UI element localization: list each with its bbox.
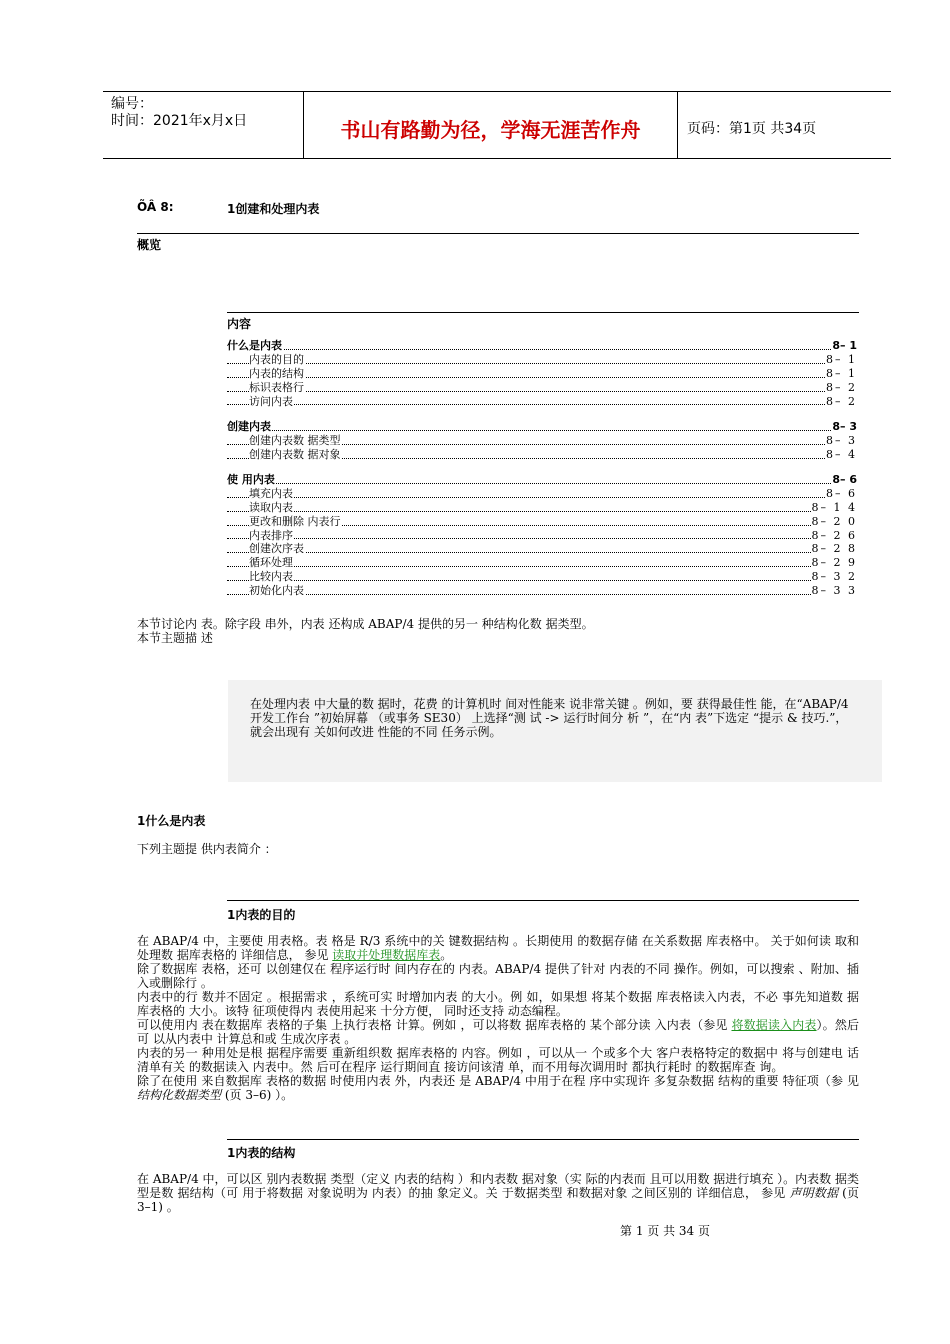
structure-body xyxy=(137,1172,859,1214)
toc-rule xyxy=(227,312,859,313)
toc-entry[interactable]: 创建次序表 8– 2 8 xyxy=(227,542,857,556)
intro-line: 本节讨论内 表。除字段 串外，内表 还构成 ABAP/4 提供的另一 种结构化数 据类型。 xyxy=(137,617,594,631)
reference-structured-types: 结构化数据类型 xyxy=(137,1088,222,1102)
paragraph: 在 ABAP/4 中，主要使 用表格。表 格是 R/3 系统中的关 键数据结构 。长期使用 的数据存储 在关系数据 库表格中。 关于如何读 取和处理数 据库表格的 详细信息， 参见 读取并处理数据库表。 xyxy=(137,934,859,962)
section-intro: 下列主题提 供内表简介 ： xyxy=(137,842,277,856)
toc-title: 内容 xyxy=(227,317,252,331)
section-rule xyxy=(137,233,859,234)
overview-heading: 概览 xyxy=(137,238,162,252)
toc-entry[interactable]: 使 用内表 8– 6 xyxy=(227,473,857,486)
header-motto: 书山有路勤为径，学海无涯苦作舟 xyxy=(340,118,641,142)
note-box xyxy=(228,680,882,782)
toc-entry[interactable]: 内表排序 8– 2 6 xyxy=(227,529,857,543)
toc-group xyxy=(227,420,857,462)
chapter-number: ÕÂ 8: xyxy=(137,200,174,214)
intro-line: 本节主题描 述 xyxy=(137,631,213,645)
link-read-db-table[interactable]: 读取并处理数据库表 xyxy=(332,948,441,962)
toc-group xyxy=(227,473,857,598)
paragraph: 在 ABAP/4 中，可以区 别内表数据 类型（定义 内表的结构 ）和内表数 据对象（实 际的内表而 且可以用数 据进行填充 ）。内表数 据类型是数 据结构（可 用于将数据 对象说明为 内表）的抽 象定义。关 于数据类型 和数据对象 之间区别的 详细信息， 参见 声明数据 (页 3–1) 。 xyxy=(137,1172,859,1214)
paragraph: 除了在使用 来自数据库 表格的数据 时使用内表 外，内表还 是 ABAP/4 中用于在程 序中实现许 多复杂数据 结构的重要 特征项（参 见 结构化数据类型 (页 3–6) ）。 xyxy=(137,1074,859,1102)
toc-entry[interactable]: 内表的目的 8– 1 xyxy=(227,353,857,367)
toc-entry[interactable]: 填充内表 8– 6 xyxy=(227,487,857,501)
page-header xyxy=(103,91,891,159)
page-footer: 第 1 页 共 34 页 xyxy=(620,1224,710,1238)
toc-entry[interactable]: 什么是内表 8– 1 xyxy=(227,339,857,352)
header-divider xyxy=(677,92,678,158)
toc-entry[interactable]: 初始化内表 8– 3 3 xyxy=(227,584,857,598)
subsection-rule xyxy=(227,900,859,901)
toc-entry[interactable]: 创建内表数 据对象 8– 4 xyxy=(227,448,857,462)
toc-entry[interactable]: 循环处理 8– 2 9 xyxy=(227,556,857,570)
paragraph: 除了数据库 表格，还可 以创建仅在 程序运行时 间内存在的 内表。ABAP/4 提供了针对 内表的不同 操作。例如，可以搜索 、附加、插 入或删除行 。 xyxy=(137,962,859,990)
subsection-heading: 1内表的结构 xyxy=(227,1146,296,1160)
section-heading: 1什么是内表 xyxy=(137,814,206,828)
paragraph: 内表的另一 种用处是根 据程序需要 重新组织数 据库表格的 内容。例如 ，可以从一 个或多个大 客户表格特定的数据中 将与创建电 话清单有关 的数据读入 内表中。然 后可在程序 运行期间直 接访问该清 单，而不用每次调用时 都执行耗时 的数据库查 询。 xyxy=(137,1046,859,1074)
toc-entry[interactable]: 内表的结构 8– 1 xyxy=(227,367,857,381)
note-text: 在处理内表 中大量的数 据时，花费 的计算机时 间对性能来 说非常关键 。例如，要 获得最佳性 能，在“ABAP/4 开发工作台 ”初始屏幕 （或事务 SE30） 上选择“测 试 -> 运行时间分 析 ”，在“内 表”下选定 “提示 & 技巧.”， 就会出现有 关如何改进 性能的不同 任务示例。 xyxy=(250,697,849,739)
link-read-into-table[interactable]: 将数据读入内表 xyxy=(731,1018,817,1032)
paragraph: 可以使用内 表在数据库 表格的子集 上执行表格 计算。例如 ，可以将数 据库表格的 某个部分读 入内表（参见 将数据读入内表）。然后可 以从内表中 计算总和或 生成次序表 。 xyxy=(137,1018,859,1046)
time-label: 时间：2021年x月x日 xyxy=(111,113,248,129)
subsection-rule xyxy=(227,1139,859,1140)
toc-entry[interactable]: 读取内表 8– 1 4 xyxy=(227,501,857,515)
reference-declare-data: 声明数据 xyxy=(789,1186,839,1200)
toc-entry[interactable]: 创建内表 8– 3 xyxy=(227,420,857,433)
intro-text xyxy=(137,617,859,645)
number-label: 编号： xyxy=(111,96,153,112)
chapter-title: 1创建和处理内表 xyxy=(227,202,320,216)
toc-entry[interactable]: 标识表格行 8– 2 xyxy=(227,381,857,395)
toc-entry[interactable]: 比较内表 8– 3 2 xyxy=(227,570,857,584)
toc-entry[interactable]: 创建内表数 据类型 8– 3 xyxy=(227,434,857,448)
toc-group xyxy=(227,339,857,408)
header-meta xyxy=(111,96,247,130)
purpose-body xyxy=(137,934,859,1102)
subsection-heading: 1内表的目的 xyxy=(227,908,296,922)
toc-entry[interactable]: 更改和删除 内表行 8– 2 0 xyxy=(227,515,857,529)
header-page-label: 页码：第1页 共34页 xyxy=(687,121,817,137)
toc-entry[interactable]: 访问内表 8– 2 xyxy=(227,395,857,409)
paragraph: 内表中的行 数并不固定 。根据需求 ，系统可实 时增加内表 的大小。例 如，如果想 将某个数据 库表格读入内表，不必 事先知道数 据库表格的 大小。该特 征项使得内 表使用起来 十分方便， 同时还支持 动态编程。 xyxy=(137,990,859,1018)
